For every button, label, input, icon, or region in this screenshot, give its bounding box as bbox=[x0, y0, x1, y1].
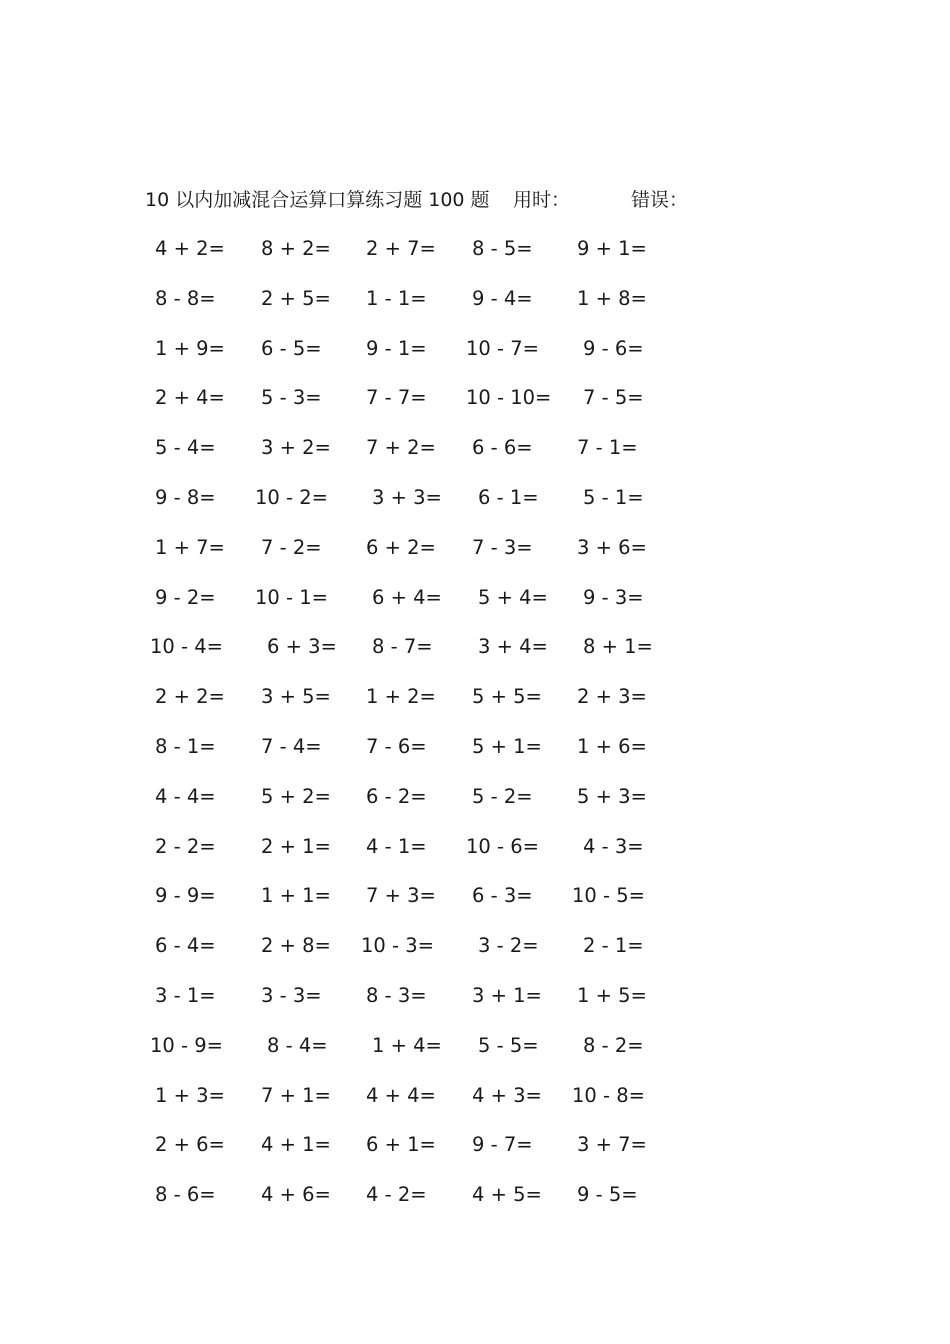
problem-item: 10 - 1= bbox=[255, 585, 328, 609]
problem-row bbox=[0, 1130, 950, 1180]
problem-item: 4 + 1= bbox=[261, 1133, 331, 1157]
problem-item: 2 + 2= bbox=[155, 685, 225, 709]
problem-item: 3 + 7= bbox=[577, 1133, 647, 1157]
problem-item: 4 + 3= bbox=[472, 1083, 542, 1107]
problem-item: 3 + 6= bbox=[577, 535, 647, 559]
problem-item: 7 + 3= bbox=[366, 884, 436, 908]
problem-row bbox=[0, 284, 950, 334]
problem-item: 10 - 8= bbox=[572, 1083, 645, 1107]
problem-item: 6 - 2= bbox=[366, 784, 427, 808]
problem-item: 6 - 3= bbox=[472, 884, 533, 908]
problem-item: 4 - 1= bbox=[366, 834, 427, 858]
problem-item: 9 + 1= bbox=[577, 237, 647, 260]
problem-item: 10 - 6= bbox=[466, 834, 539, 858]
problem-item: 7 + 2= bbox=[366, 436, 436, 460]
problem-item: 7 - 3= bbox=[472, 535, 533, 559]
problem-item: 9 - 5= bbox=[577, 1183, 638, 1207]
problem-item: 9 - 8= bbox=[155, 485, 216, 509]
problem-item: 8 - 5= bbox=[472, 237, 533, 260]
problem-item: 9 - 3= bbox=[583, 585, 644, 609]
problem-item: 5 - 2= bbox=[472, 784, 533, 808]
worksheet-header bbox=[145, 185, 688, 215]
problem-item: 3 - 3= bbox=[261, 983, 322, 1007]
problem-item: 7 + 1= bbox=[261, 1083, 331, 1107]
problem-row bbox=[0, 433, 950, 483]
problem-item: 9 - 1= bbox=[366, 336, 427, 360]
problem-item: 9 - 9= bbox=[155, 884, 216, 908]
problem-item: 6 + 1= bbox=[366, 1133, 436, 1157]
problem-row bbox=[0, 234, 950, 284]
problem-item: 4 - 3= bbox=[583, 834, 644, 858]
problem-item: 2 + 6= bbox=[155, 1133, 225, 1157]
problem-item: 1 + 5= bbox=[577, 983, 647, 1007]
problem-row bbox=[0, 583, 950, 633]
problem-item: 7 - 7= bbox=[366, 386, 427, 410]
problem-item: 7 - 5= bbox=[583, 386, 644, 410]
problem-item: 3 + 1= bbox=[472, 983, 542, 1007]
problem-item: 8 + 2= bbox=[261, 237, 331, 260]
problem-item: 7 - 2= bbox=[261, 535, 322, 559]
worksheet-title: 10 以内加减混合运算口算练习题 100 题 bbox=[145, 189, 490, 211]
problem-item: 4 + 2= bbox=[155, 237, 225, 260]
problem-item: 5 + 4= bbox=[478, 585, 548, 609]
problem-row bbox=[0, 533, 950, 583]
problem-item: 2 + 1= bbox=[261, 834, 331, 858]
problem-item: 5 - 3= bbox=[261, 386, 322, 410]
problem-item: 1 + 7= bbox=[155, 535, 225, 559]
problem-item: 7 - 6= bbox=[366, 734, 427, 758]
problem-item: 1 + 9= bbox=[155, 336, 225, 360]
problem-item: 3 + 2= bbox=[261, 436, 331, 460]
problem-item: 8 - 1= bbox=[155, 734, 216, 758]
problem-item: 8 - 7= bbox=[372, 635, 433, 659]
problem-item: 9 - 2= bbox=[155, 585, 216, 609]
problem-item: 1 - 1= bbox=[366, 286, 427, 310]
problem-row bbox=[0, 682, 950, 732]
problem-item: 10 - 4= bbox=[150, 635, 223, 659]
problem-item: 2 + 5= bbox=[261, 286, 331, 310]
problem-item: 10 - 5= bbox=[572, 884, 645, 908]
problem-row bbox=[0, 632, 950, 682]
problem-item: 8 - 6= bbox=[155, 1183, 216, 1207]
problem-item: 6 - 4= bbox=[155, 934, 216, 958]
problem-item: 3 - 1= bbox=[155, 983, 216, 1007]
problem-item: 6 + 3= bbox=[267, 635, 337, 659]
problem-item: 9 - 4= bbox=[472, 286, 533, 310]
problem-item: 5 + 5= bbox=[472, 685, 542, 709]
problem-item: 10 - 9= bbox=[150, 1033, 223, 1057]
problem-item: 9 - 7= bbox=[472, 1133, 533, 1157]
problem-item: 1 + 1= bbox=[261, 884, 331, 908]
problem-item: 5 - 1= bbox=[583, 485, 644, 509]
problem-item: 1 + 8= bbox=[577, 286, 647, 310]
problem-row bbox=[0, 383, 950, 433]
problem-item: 4 - 4= bbox=[155, 784, 216, 808]
problem-row bbox=[0, 334, 950, 384]
problem-item: 6 - 1= bbox=[478, 485, 539, 509]
problem-item: 5 + 1= bbox=[472, 734, 542, 758]
problem-item: 8 - 3= bbox=[366, 983, 427, 1007]
problem-item: 10 - 2= bbox=[255, 485, 328, 509]
problem-item: 4 + 6= bbox=[261, 1183, 331, 1207]
problem-item: 10 - 10= bbox=[466, 386, 552, 410]
problem-item: 8 - 8= bbox=[155, 286, 216, 310]
problem-item: 3 + 5= bbox=[261, 685, 331, 709]
problem-item: 7 - 1= bbox=[577, 436, 638, 460]
problem-item: 6 - 6= bbox=[472, 436, 533, 460]
problem-item: 2 - 1= bbox=[583, 934, 644, 958]
problem-row bbox=[0, 1081, 950, 1131]
problem-item: 10 - 3= bbox=[361, 934, 434, 958]
problem-item: 3 + 3= bbox=[372, 485, 442, 509]
problem-row bbox=[0, 1031, 950, 1081]
problem-item: 1 + 4= bbox=[372, 1033, 442, 1057]
problem-item: 1 + 6= bbox=[577, 734, 647, 758]
problem-item: 1 + 3= bbox=[155, 1083, 225, 1107]
problem-row bbox=[0, 1180, 950, 1230]
problem-row bbox=[0, 732, 950, 782]
problem-item: 4 - 2= bbox=[366, 1183, 427, 1207]
problem-item: 6 + 2= bbox=[366, 535, 436, 559]
problem-item: 6 - 5= bbox=[261, 336, 322, 360]
problem-item: 3 + 4= bbox=[478, 635, 548, 659]
problem-item: 4 + 5= bbox=[472, 1183, 542, 1207]
problem-item: 2 + 4= bbox=[155, 386, 225, 410]
problem-item: 5 - 4= bbox=[155, 436, 216, 460]
problem-item: 4 + 4= bbox=[366, 1083, 436, 1107]
problem-row bbox=[0, 832, 950, 882]
problem-item: 5 + 3= bbox=[577, 784, 647, 808]
problem-row bbox=[0, 782, 950, 832]
time-used-label: 用时： bbox=[513, 189, 571, 211]
problem-item: 6 + 4= bbox=[372, 585, 442, 609]
problem-item: 2 - 2= bbox=[155, 834, 216, 858]
problem-item: 1 + 2= bbox=[366, 685, 436, 709]
problem-item: 5 + 2= bbox=[261, 784, 331, 808]
problem-item: 10 - 7= bbox=[466, 336, 539, 360]
problem-row bbox=[0, 881, 950, 931]
problem-item: 2 + 8= bbox=[261, 934, 331, 958]
problem-item: 8 - 2= bbox=[583, 1033, 644, 1057]
problem-item: 2 + 7= bbox=[366, 237, 436, 260]
problem-item: 8 - 4= bbox=[267, 1033, 328, 1057]
problem-grid bbox=[0, 234, 950, 1230]
problem-row bbox=[0, 483, 950, 533]
problem-item: 5 - 5= bbox=[478, 1033, 539, 1057]
problem-item: 7 - 4= bbox=[261, 734, 322, 758]
problem-item: 8 + 1= bbox=[583, 635, 653, 659]
problem-item: 9 - 6= bbox=[583, 336, 644, 360]
problem-item: 2 + 3= bbox=[577, 685, 647, 709]
problem-row bbox=[0, 981, 950, 1031]
problem-item: 3 - 2= bbox=[478, 934, 539, 958]
errors-label: 错误： bbox=[631, 189, 689, 211]
problem-row bbox=[0, 931, 950, 981]
